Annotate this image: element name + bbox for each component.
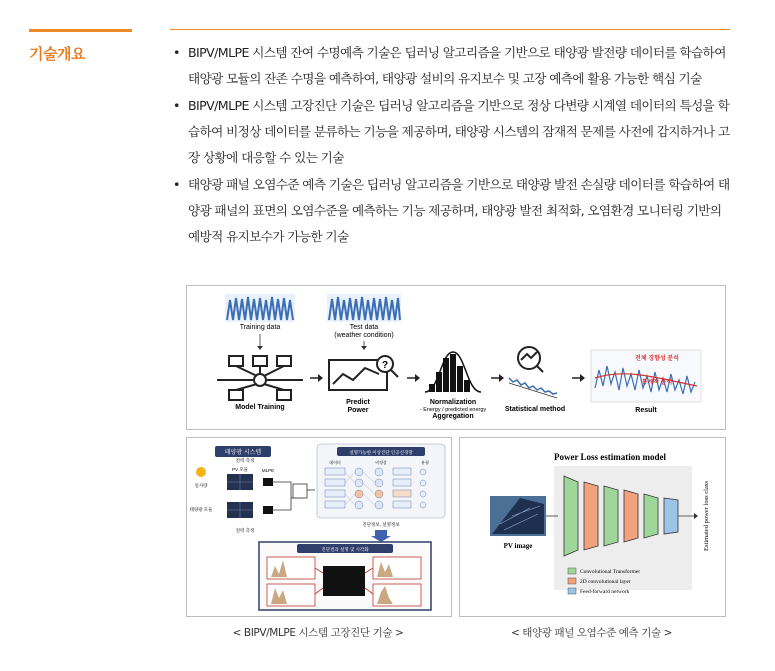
figure-caption-left: < BIPV/MLPE 시스템 고장진단 기술 > bbox=[232, 627, 404, 639]
normalization-label: Normalization bbox=[429, 399, 477, 406]
down-arrow-icon bbox=[371, 530, 391, 542]
result-stats-label: 통계적 분석 bbox=[641, 380, 673, 386]
output-label: Estimated power loss class bbox=[703, 481, 710, 551]
sun-icon bbox=[196, 467, 206, 477]
hidden-column-label: 비정상 bbox=[375, 460, 387, 465]
bullet-text: 태양광 패널 오염수준 예측 기술은 딥러닝 알고리즘을 기반으로 태양광 발전 손실량 데이터를 학습하여 태양광 패널의 표면의 오염수준을 예측하는 기능 제공하며, 태양광 발전 최적화, 오염환경 모니터링 기반의 예방적 유지보수가 가능한 기술 bbox=[188, 177, 730, 244]
normalization-histogram-icon bbox=[425, 352, 481, 392]
model-title: 설명가능한 이상진단 인공신경망 bbox=[349, 450, 413, 455]
power-label: Power bbox=[347, 407, 369, 414]
sensor-label: 전력 측정 bbox=[235, 458, 255, 463]
temperature-label: 태양광 모듈 bbox=[189, 507, 213, 512]
test-data-label: Test data bbox=[349, 324, 379, 331]
pv-module-label: PV 모듈 bbox=[232, 467, 248, 472]
bullet-item bbox=[170, 40, 735, 92]
bullet-text: BIPV/MLPE 시스템 잔여 수명예측 기술은 딥러닝 알고리즘을 기반으로 태양광 발전량 데이터를 학습하여 태양광 모듈의 잔존 수명을 예측하여, 태양광 설비의 유지보수 및 고장 예측에 활용 가능한 핵심 기술 bbox=[188, 45, 726, 86]
statistical-method-label: Statistical method bbox=[504, 406, 566, 413]
energy-note-label: - Energy / predicted energy bbox=[419, 407, 487, 413]
model-training-label: Model Training bbox=[235, 404, 285, 411]
irradiance-label: 일사량 bbox=[194, 483, 208, 488]
pv-panel-icon bbox=[227, 474, 253, 518]
bullet-item bbox=[170, 172, 735, 250]
output-info-label: 진단정보, 설명정보 bbox=[362, 522, 400, 527]
test-data-chart bbox=[327, 294, 401, 322]
fault-diagnosis-figure bbox=[186, 437, 452, 617]
figure-caption-right: < 태양광 패널 오염수준 예측 기술 > bbox=[510, 627, 673, 639]
question-mark-icon: ? bbox=[381, 360, 389, 371]
pv-image-photo bbox=[490, 496, 546, 536]
training-data-chart bbox=[225, 294, 295, 322]
training-data-label: Training data bbox=[239, 324, 281, 331]
result-trend-label: 전체 경향성 분석 bbox=[635, 356, 679, 362]
mlpe-label: MLPE bbox=[261, 468, 275, 473]
bullet-marker: • bbox=[173, 177, 180, 192]
legend-entry: 2D convolutional layer bbox=[580, 579, 631, 585]
weather-label: (weather condition) bbox=[334, 332, 394, 339]
overview-bullet-list bbox=[170, 40, 735, 251]
diagnosis-result-panel bbox=[259, 542, 431, 610]
diagnosis-network bbox=[317, 444, 445, 518]
legend-entry: Convolutional Transformer bbox=[580, 569, 641, 575]
section-rule-line bbox=[170, 29, 730, 30]
bullet-marker: • bbox=[173, 45, 180, 60]
predict-label: Predict bbox=[346, 399, 370, 406]
section-title: 기술개요 bbox=[29, 45, 85, 63]
sensor-label: 전력 측정 bbox=[235, 528, 255, 533]
aggregation-label: Aggregation bbox=[432, 413, 474, 420]
legend-entry: Feed-forward network bbox=[580, 589, 630, 595]
power-loss-title: Power Loss estimation model bbox=[553, 452, 667, 462]
neural-network-icon bbox=[217, 356, 303, 400]
bullet-text: BIPV/MLPE 시스템 고장진단 기술은 딥러닝 알고리즘을 기반으로 정상 다변량 시계열 데이터의 특성을 학습하여 비정상 데이터를 분류하는 기능을 제공하며, 태양광 시스템의 잠재적 문제를 사전에 감지하거나 고장 상황에 대응할 수 있는 기술 bbox=[188, 98, 730, 165]
inverter-icon bbox=[293, 484, 307, 498]
magnifier-chart-icon bbox=[518, 347, 543, 372]
statistical-chart bbox=[509, 378, 557, 398]
pipeline-figure bbox=[186, 285, 726, 430]
bullet-item bbox=[170, 93, 735, 171]
bullet-marker: • bbox=[173, 98, 180, 113]
section-rule-accent bbox=[29, 29, 132, 32]
pv-image-label: PV image bbox=[503, 542, 533, 550]
result-panel-title: 진단결과 설명 및 시각화 bbox=[321, 547, 369, 552]
mlpe-device-icon bbox=[263, 478, 273, 514]
system-title: 태양광 시스템 bbox=[224, 450, 262, 456]
result-label: Result bbox=[635, 407, 657, 414]
input-column-label: 데이터 bbox=[329, 460, 341, 465]
power-loss-figure bbox=[459, 437, 726, 617]
output-column-label: 유형 bbox=[421, 460, 429, 465]
